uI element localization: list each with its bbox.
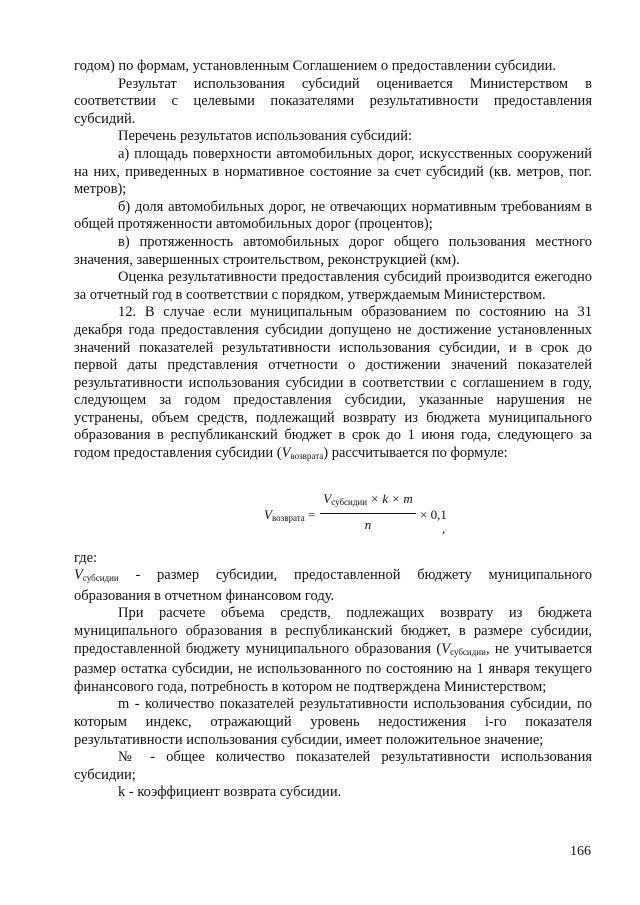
symbol-v-3: V (441, 640, 451, 657)
v-subsidii-definition: - размер субсидии, предоставленной бюджету муниципального образования в отчетном финансовом году. (74, 567, 592, 604)
formula-multiplier: × 0,1 (420, 506, 447, 522)
paragraph-assessment: Оценка результативности предоставления субсидий производится ежегодно за отчетный год в соответствии с порядком, утверждаемым Министерством. (74, 269, 592, 303)
formula-subscript-subsidii: субсидии (331, 496, 368, 507)
formula-times-k-m: × k × m (370, 490, 413, 506)
page-number: 166 (570, 844, 591, 859)
paragraph-results-list-intro: Перечень результатов использования субсидий: (118, 128, 413, 145)
formula (74, 484, 592, 542)
subscript-subsidii: субсидии (82, 573, 119, 584)
list-item-c: в) протяженность автомобильных дорог общего пользования местного значения, завершенных строительством, реконструкцией (км). (74, 233, 592, 268)
paragraph-n-def: № - общее количество показателей результативности использования субсидии; (74, 749, 592, 783)
formula-subscript-vozvrata: возврата (271, 512, 305, 523)
formula-num-symbol-v: V (323, 490, 332, 506)
paragraph-v-subsidii-def (74, 567, 592, 605)
paragraph-12-text: 12. В случае если муниципальным образованием по состоянию на 31 декабря года предоставления субсидии допущено не достижение установленных значений показателей результативности использования субсидии, и в срок до первой даты представления отчетности о достижении значений показателей результативности использования субсидии в соответствии с соглашением в году, следующем за годом предоставления субсидии, указанные нарушения не устранены, объем средств, подлежащий возврату из бюджета муниципального образования в республиканский бюджет в срок до 1 июня года, следующего за годом предоставления субсидии ( (74, 304, 592, 462)
formula-numerator (320, 490, 416, 515)
symbol-v-subsidii (74, 567, 119, 583)
symbol-v-2: V (74, 567, 83, 584)
formula-fraction (320, 490, 416, 534)
paragraph-k-def: k - коэффициент возврата субсидии. (118, 784, 342, 801)
paragraph-m-def: m - количество показателей результативности использования субсидии, по которым индекс, отражающий уровень недостижения i-го показателя результативности использования субсидии, имеет положительное значение; (74, 696, 592, 748)
paragraph-12 (74, 304, 592, 465)
list-item-a: а) площадь поверхности автомобильных дорог, искусственных сооружений на них, приведенных в нормативное состояние за счет субсидий (кв. метров, пог. метров); (74, 145, 592, 198)
paragraph-where: где: (74, 549, 98, 566)
formula-lhs (264, 506, 315, 528)
formula-symbol-v: V (264, 506, 272, 522)
paragraph-result-evaluation: Результат использования субсидий оценивается Министерством в соответствии с целевыми показателями результативности предоставления субсидий. (74, 75, 592, 127)
subscript-subsidii-2: субсидии (450, 646, 486, 657)
symbol-v-subsidii-inline (441, 641, 486, 657)
formula-comma: , (442, 520, 446, 536)
symbol-v-vozvrata (282, 445, 324, 461)
formula-denominator: n (364, 517, 372, 533)
formula-equals: = (308, 506, 316, 522)
symbol-v: V (281, 445, 291, 462)
calculation-note-tail: , не учитывается размер остатка субсидии, не использованного по состоянию на 1 января текущего финансового года, потребность в котором не подтверждена Министерством; (74, 640, 592, 695)
document-body (74, 58, 592, 802)
calculation-note-text: При расчете объема средств, подлежащих возврату из бюджета муниципального образования в республиканский бюджет, в размере субсидии, предоставленной бюджету муниципального образования ( (74, 605, 592, 657)
paragraph-continuation: годом) по формам, установленным Соглашением о предоставлении субсидии. (74, 58, 556, 74)
list-item-b: б) доля автомобильных дорог, не отвечающих нормативным требованиям в общей протяженности автомобильных дорог (процентов); (74, 198, 592, 233)
subscript-vozvrata: возврата (290, 451, 324, 462)
paragraph-calculation-note (74, 605, 592, 696)
paragraph-12-tail: ) рассчитывается по формуле: (323, 445, 508, 462)
